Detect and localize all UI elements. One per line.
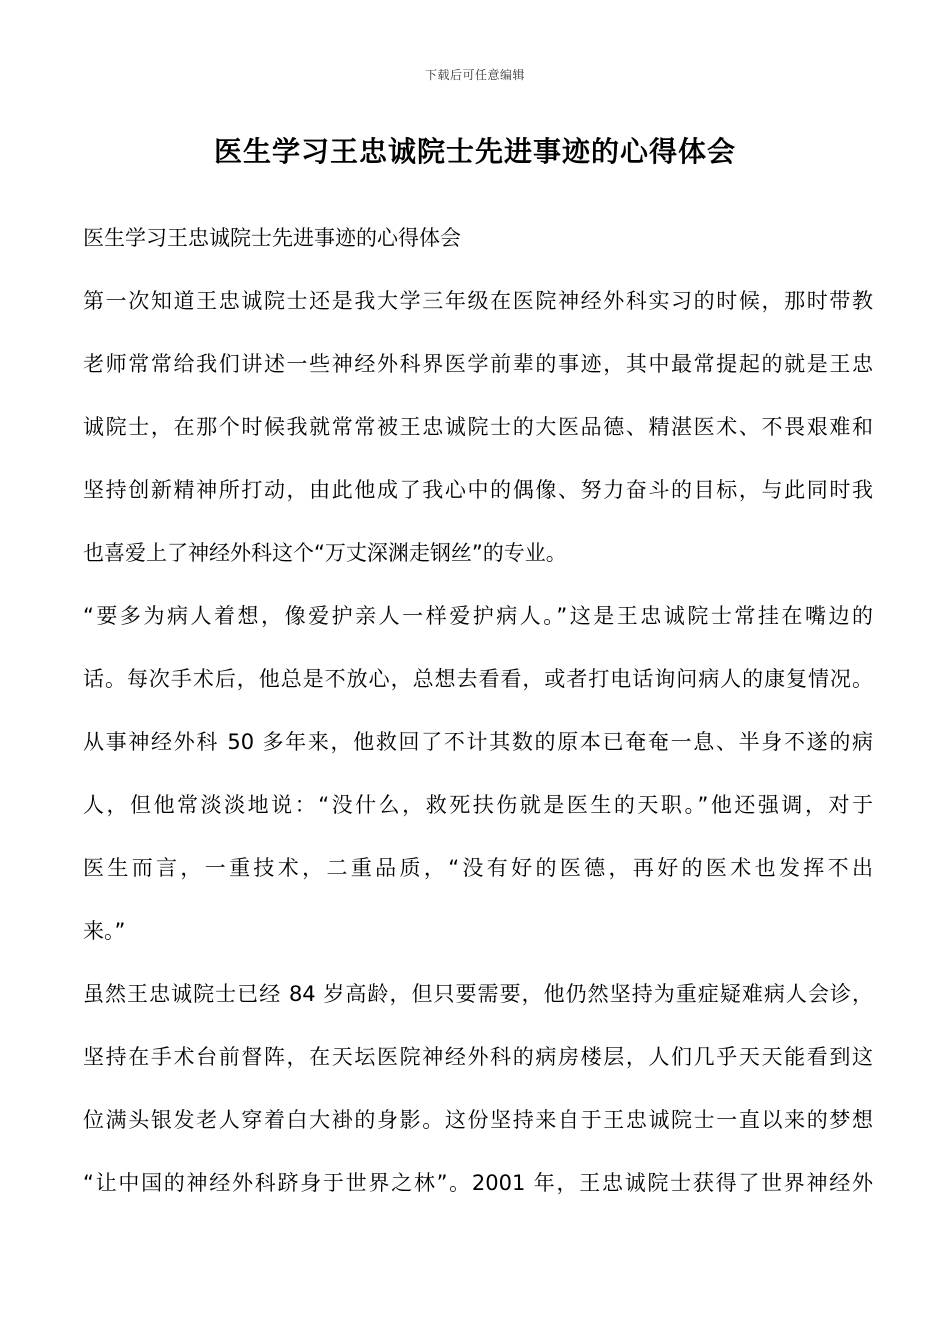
header-note: 下载后可任意编辑	[424, 68, 525, 82]
paragraph-line: 位满头银发老人穿着白大褂的身影。这份坚持来自于王忠诚院士一直以来的梦想	[83, 1108, 873, 1132]
paragraph-line: 老师常常给我们讲述一些神经外科界医学前辈的事迹，其中最常提起的就是王忠	[83, 352, 873, 376]
paragraph-line: 虽然王忠诚院士已经 84 岁高龄，但只要需要，他仍然坚持为重症疑难病人会诊，	[83, 982, 873, 1006]
subtitle-line: 医生学习王忠诚院士先进事迹的心得体会	[83, 226, 461, 250]
paragraph-line: “让中国的神经外科跻身于世界之林”。2001 年，王忠诚院士获得了世界神经外	[83, 1171, 873, 1195]
paragraph-line: 从事神经外科 50 多年来，他救回了不计其数的原本已奄奄一息、半身不遂的病	[83, 730, 873, 754]
paragraph-line: 话。每次手术后，他总是不放心，总想去看看，或者打电话询问病人的康复情况。	[83, 667, 873, 691]
paragraph-line: 诚院士，在那个时候我就常常被王忠诚院士的大医品德、精湛医术、不畏艰难和	[83, 415, 873, 439]
paragraph-line: 坚持创新精神所打动，由此他成了我心中的偶像、努力奋斗的目标，与此同时我	[83, 478, 873, 502]
paragraph-line: 第一次知道王忠诚院士还是我大学三年级在医院神经外科实习的时候，那时带教	[83, 289, 873, 313]
paragraph-line: 也喜爱上了神经外科这个“万丈深渊走钢丝”的专业。	[83, 541, 567, 565]
paragraph-line: 来。”	[83, 919, 126, 943]
paragraph-line: “要多为病人着想，像爱护亲人一样爱护病人。”这是王忠诚院士常挂在嘴边的	[83, 604, 873, 628]
document-title: 医生学习王忠诚院士先进事迹的心得体会	[213, 135, 736, 168]
document-body	[83, 220, 873, 1228]
paragraph-line: 人，但他常淡淡地说：“没什么，救死扶伤就是医生的天职。”他还强调，对于	[83, 793, 873, 817]
paragraph-line: 坚持在手术台前督阵，在天坛医院神经外科的病房楼层，人们几乎天天能看到这	[83, 1045, 873, 1069]
paragraph-line: 医生而言，一重技术，二重品质，“没有好的医德，再好的医术也发挥不出	[83, 856, 873, 880]
